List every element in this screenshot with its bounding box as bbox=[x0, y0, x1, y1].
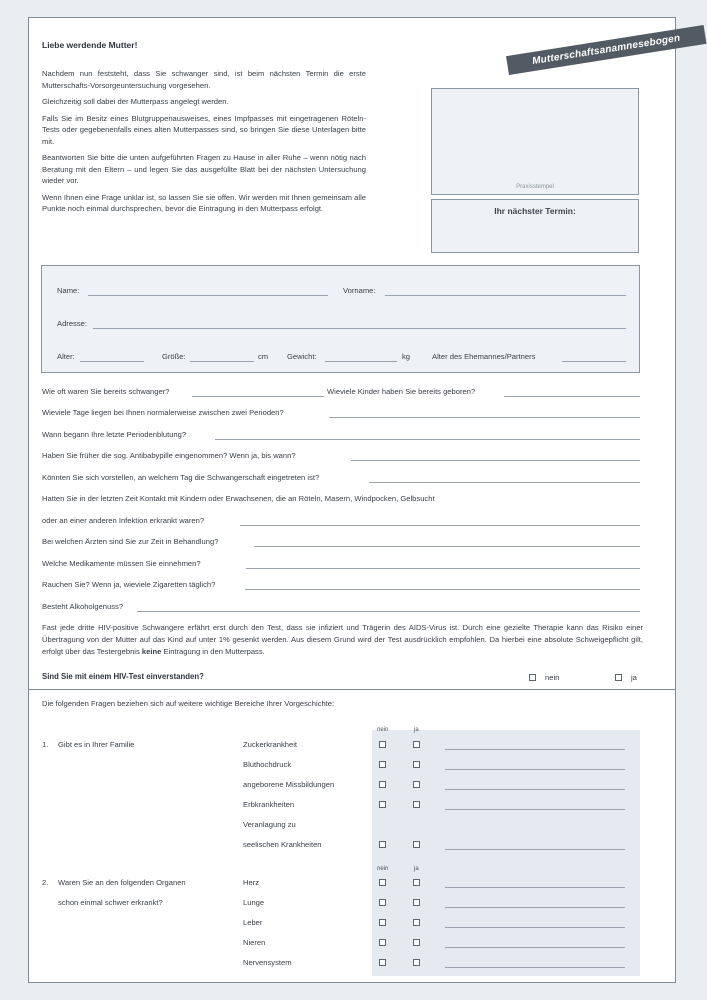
gewicht-field[interactable] bbox=[325, 361, 397, 362]
form-sheet bbox=[28, 17, 682, 983]
ja-column-header: ja bbox=[414, 727, 419, 733]
name-label: Name: bbox=[57, 286, 80, 295]
cm-unit: cm bbox=[258, 352, 269, 361]
ja-checkbox[interactable] bbox=[413, 899, 420, 906]
section-divider bbox=[29, 689, 675, 690]
question-label: Bei welchen Ärzten sind Sie zur Zeit in Behandlung? bbox=[42, 537, 219, 546]
groesse-label: Größe: bbox=[162, 352, 186, 361]
intro-text bbox=[42, 68, 366, 220]
section-2-number: 2. bbox=[42, 878, 49, 887]
family-item-label: Bluthochdruck bbox=[243, 760, 292, 769]
answer-line[interactable] bbox=[445, 809, 625, 810]
organ-item-label: Herz bbox=[243, 878, 260, 887]
question-label: Rauchen Sie? Wenn ja, wieviele Zigaretten täglich? bbox=[42, 580, 216, 589]
vorname-field[interactable] bbox=[385, 295, 626, 296]
nein-checkbox[interactable] bbox=[379, 919, 386, 926]
intro-paragraph: Nachdem nun feststeht, dass Sie schwanger sind, ist beim nächsten Termin die erste Mutterschafts-Vorsorgeuntersuchung vorgesehen. bbox=[42, 69, 366, 90]
question-label: oder an einer anderen Infektion erkrankt waren? bbox=[42, 516, 205, 525]
answer-line[interactable] bbox=[137, 611, 640, 612]
next-appointment-label: Ihr nächster Termin: bbox=[494, 206, 576, 216]
question-label: Könnten Sie sich vorstellen, an welchem Tag die Schwangerschaft eingetreten ist? bbox=[42, 473, 320, 482]
hiv-info-text bbox=[42, 622, 643, 658]
gewicht-label: Gewicht: bbox=[287, 352, 317, 361]
ja-checkbox[interactable] bbox=[413, 879, 420, 886]
answer-line[interactable] bbox=[445, 849, 625, 850]
intro-paragraph: Beantworten Sie bitte die unten aufgeführten Fragen zu Hause in aller Ruhe – wenn nötig nach Beratung mit den Eltern – und legen Sie das ausgefüllte Blatt bei der nächsten Untersuchung wieder vor. bbox=[42, 153, 366, 185]
question-label: Wie oft waren Sie bereits schwanger? bbox=[42, 387, 170, 396]
section-1-title: Gibt es in Ihrer Familie bbox=[58, 740, 135, 749]
groesse-field[interactable] bbox=[190, 361, 254, 362]
answer-line[interactable] bbox=[192, 396, 324, 397]
answer-line[interactable] bbox=[246, 568, 640, 569]
adresse-field[interactable] bbox=[93, 328, 626, 329]
intro-paragraph: Falls Sie im Besitz eines Blutgruppenausweises, eines Impfpasses mit eingetragenen Röteln-Tests oder gegebenenfalls eines alten Mutterpasses sind, so bringen Sie diese Unterlagen bitte mit. bbox=[42, 113, 366, 146]
answer-line[interactable] bbox=[445, 749, 625, 750]
ja-checkbox[interactable] bbox=[413, 761, 420, 768]
nein-checkbox[interactable] bbox=[379, 959, 386, 966]
family-item-label: Erbkrankheiten bbox=[243, 800, 295, 809]
answer-line[interactable] bbox=[351, 460, 640, 461]
personal-data-box bbox=[41, 265, 640, 373]
form-title-banner: Mutterschaftsanamnesebogen bbox=[506, 25, 707, 75]
question-label: Hatten Sie in der letzten Zeit Kontakt mit Kindern oder Erwachsenen, die an Röteln, Masern, Windpocken, Gelbsucht bbox=[42, 494, 435, 503]
alter-partner-field[interactable] bbox=[562, 361, 626, 362]
ja-checkbox[interactable] bbox=[413, 841, 420, 848]
hiv-info-part: Eintragung in den Mutterpass. bbox=[161, 647, 265, 656]
answer-line[interactable] bbox=[445, 947, 625, 948]
ja-checkbox[interactable] bbox=[413, 801, 420, 808]
alter-partner-label: Alter des Ehemannes/Partners bbox=[432, 352, 536, 361]
question-label: Wieviele Tage liegen bei Ihnen normalerweise zwischen zwei Perioden? bbox=[42, 408, 284, 417]
next-appointment-box[interactable] bbox=[431, 199, 639, 253]
hiv-question: Sind Sie mit einem HIV-Test einverstanden? bbox=[42, 672, 204, 681]
ja-checkbox[interactable] bbox=[413, 919, 420, 926]
answer-line[interactable] bbox=[245, 589, 640, 590]
alter-field[interactable] bbox=[80, 361, 144, 362]
adresse-label: Adresse: bbox=[57, 319, 87, 328]
hiv-nein-label: nein bbox=[545, 673, 560, 682]
kg-unit: kg bbox=[402, 352, 411, 361]
answer-line[interactable] bbox=[445, 927, 625, 928]
hiv-info-part: Fast jede dritte HIV-positive Schwangere erfährt erst durch den Test, dass sie infiziert und Trägerin des AIDS-Virus ist. Durch eine gezielte Therapie kann das Risiko einer Übertragung von der Mutter auf das Kind auf unter 1% gesenkt werden. Aus diesem Grund wird der Test ausdrücklich empfohlen. Da hierbei eine absolute Schweigepflicht gilt, erfolgt über das Testergebnis bbox=[42, 623, 643, 656]
section-1-number: 1. bbox=[42, 740, 49, 749]
ja-column-header: ja bbox=[414, 866, 419, 872]
ja-checkbox[interactable] bbox=[413, 781, 420, 788]
ja-checkbox[interactable] bbox=[413, 939, 420, 946]
hiv-ja-label: ja bbox=[631, 673, 637, 682]
hiv-ja-checkbox[interactable] bbox=[615, 674, 622, 681]
section-2-title-cont: schon einmal schwer erkrankt? bbox=[58, 898, 163, 907]
nein-checkbox[interactable] bbox=[379, 879, 386, 886]
answer-line[interactable] bbox=[445, 907, 625, 908]
hiv-info-emphasis: keine bbox=[141, 647, 162, 656]
family-item-label: angeborene Missbildungen bbox=[243, 780, 335, 789]
stamp-label: Praxisstempel bbox=[516, 184, 554, 190]
history-intro: Die folgenden Fragen beziehen sich auf weitere wichtige Bereiche Ihrer Vorgeschichte: bbox=[42, 699, 335, 708]
organ-item-label: Leber bbox=[243, 918, 263, 927]
answer-line[interactable] bbox=[504, 396, 640, 397]
question-label: Welche Medikamente müssen Sie einnehmen? bbox=[42, 559, 201, 568]
nein-checkbox[interactable] bbox=[379, 761, 386, 768]
nein-checkbox[interactable] bbox=[379, 741, 386, 748]
ja-checkbox[interactable] bbox=[413, 959, 420, 966]
answer-line[interactable] bbox=[445, 769, 625, 770]
vorname-label: Vorname: bbox=[343, 286, 376, 295]
family-item-label: Veranlagung zu bbox=[243, 820, 296, 829]
family-item-label: Zuckerkrankheit bbox=[243, 740, 298, 749]
organ-item-label: Nieren bbox=[243, 938, 266, 947]
answer-line[interactable] bbox=[445, 789, 625, 790]
answer-line[interactable] bbox=[445, 887, 625, 888]
intro-paragraph: Wenn Ihnen eine Frage unklar ist, so lassen Sie sie offen. Wir werden mit Ihnen gemeinsam alle Punkte noch einmal durchsprechen, bevor die Eintragung in den Mutterpass erfolgt. bbox=[42, 192, 366, 213]
nein-checkbox[interactable] bbox=[379, 939, 386, 946]
question-label: Wann begann Ihre letzte Periodenblutung? bbox=[42, 430, 187, 439]
intro-paragraph: Gleichzeitig soll dabei der Mutterpass angelegt werden. bbox=[42, 97, 229, 106]
organ-item-label: Nervensystem bbox=[243, 958, 292, 967]
answer-line[interactable] bbox=[215, 439, 640, 440]
name-field[interactable] bbox=[88, 295, 328, 296]
question-label: Wieviele Kinder haben Sie bereits geboren? bbox=[327, 387, 476, 396]
greeting: Liebe werdende Mutter! bbox=[42, 40, 138, 50]
answer-line[interactable] bbox=[240, 525, 640, 526]
nein-column-header: nein bbox=[377, 866, 389, 872]
ja-checkbox[interactable] bbox=[413, 741, 420, 748]
family-item-label: seelischen Krankheiten bbox=[243, 840, 322, 849]
answer-line[interactable] bbox=[369, 482, 640, 483]
answer-line[interactable] bbox=[445, 967, 625, 968]
nein-column-header: nein bbox=[377, 727, 389, 733]
nein-checkbox[interactable] bbox=[379, 899, 386, 906]
question-label: Besteht Alkoholgenuss? bbox=[42, 602, 124, 611]
organ-item-label: Lunge bbox=[243, 898, 265, 907]
hiv-nein-checkbox[interactable] bbox=[529, 674, 536, 681]
practice-stamp-box bbox=[431, 88, 639, 195]
alter-label: Alter: bbox=[57, 352, 75, 361]
answer-line[interactable] bbox=[329, 417, 640, 418]
answer-line[interactable] bbox=[254, 546, 640, 547]
nein-checkbox[interactable] bbox=[379, 801, 386, 808]
nein-checkbox[interactable] bbox=[379, 841, 386, 848]
section-2-title: Waren Sie an den folgenden Organen bbox=[58, 878, 186, 887]
nein-checkbox[interactable] bbox=[379, 781, 386, 788]
question-label: Haben Sie früher die sog. Antibabypille eingenommen? Wenn ja, bis wann? bbox=[42, 451, 296, 460]
